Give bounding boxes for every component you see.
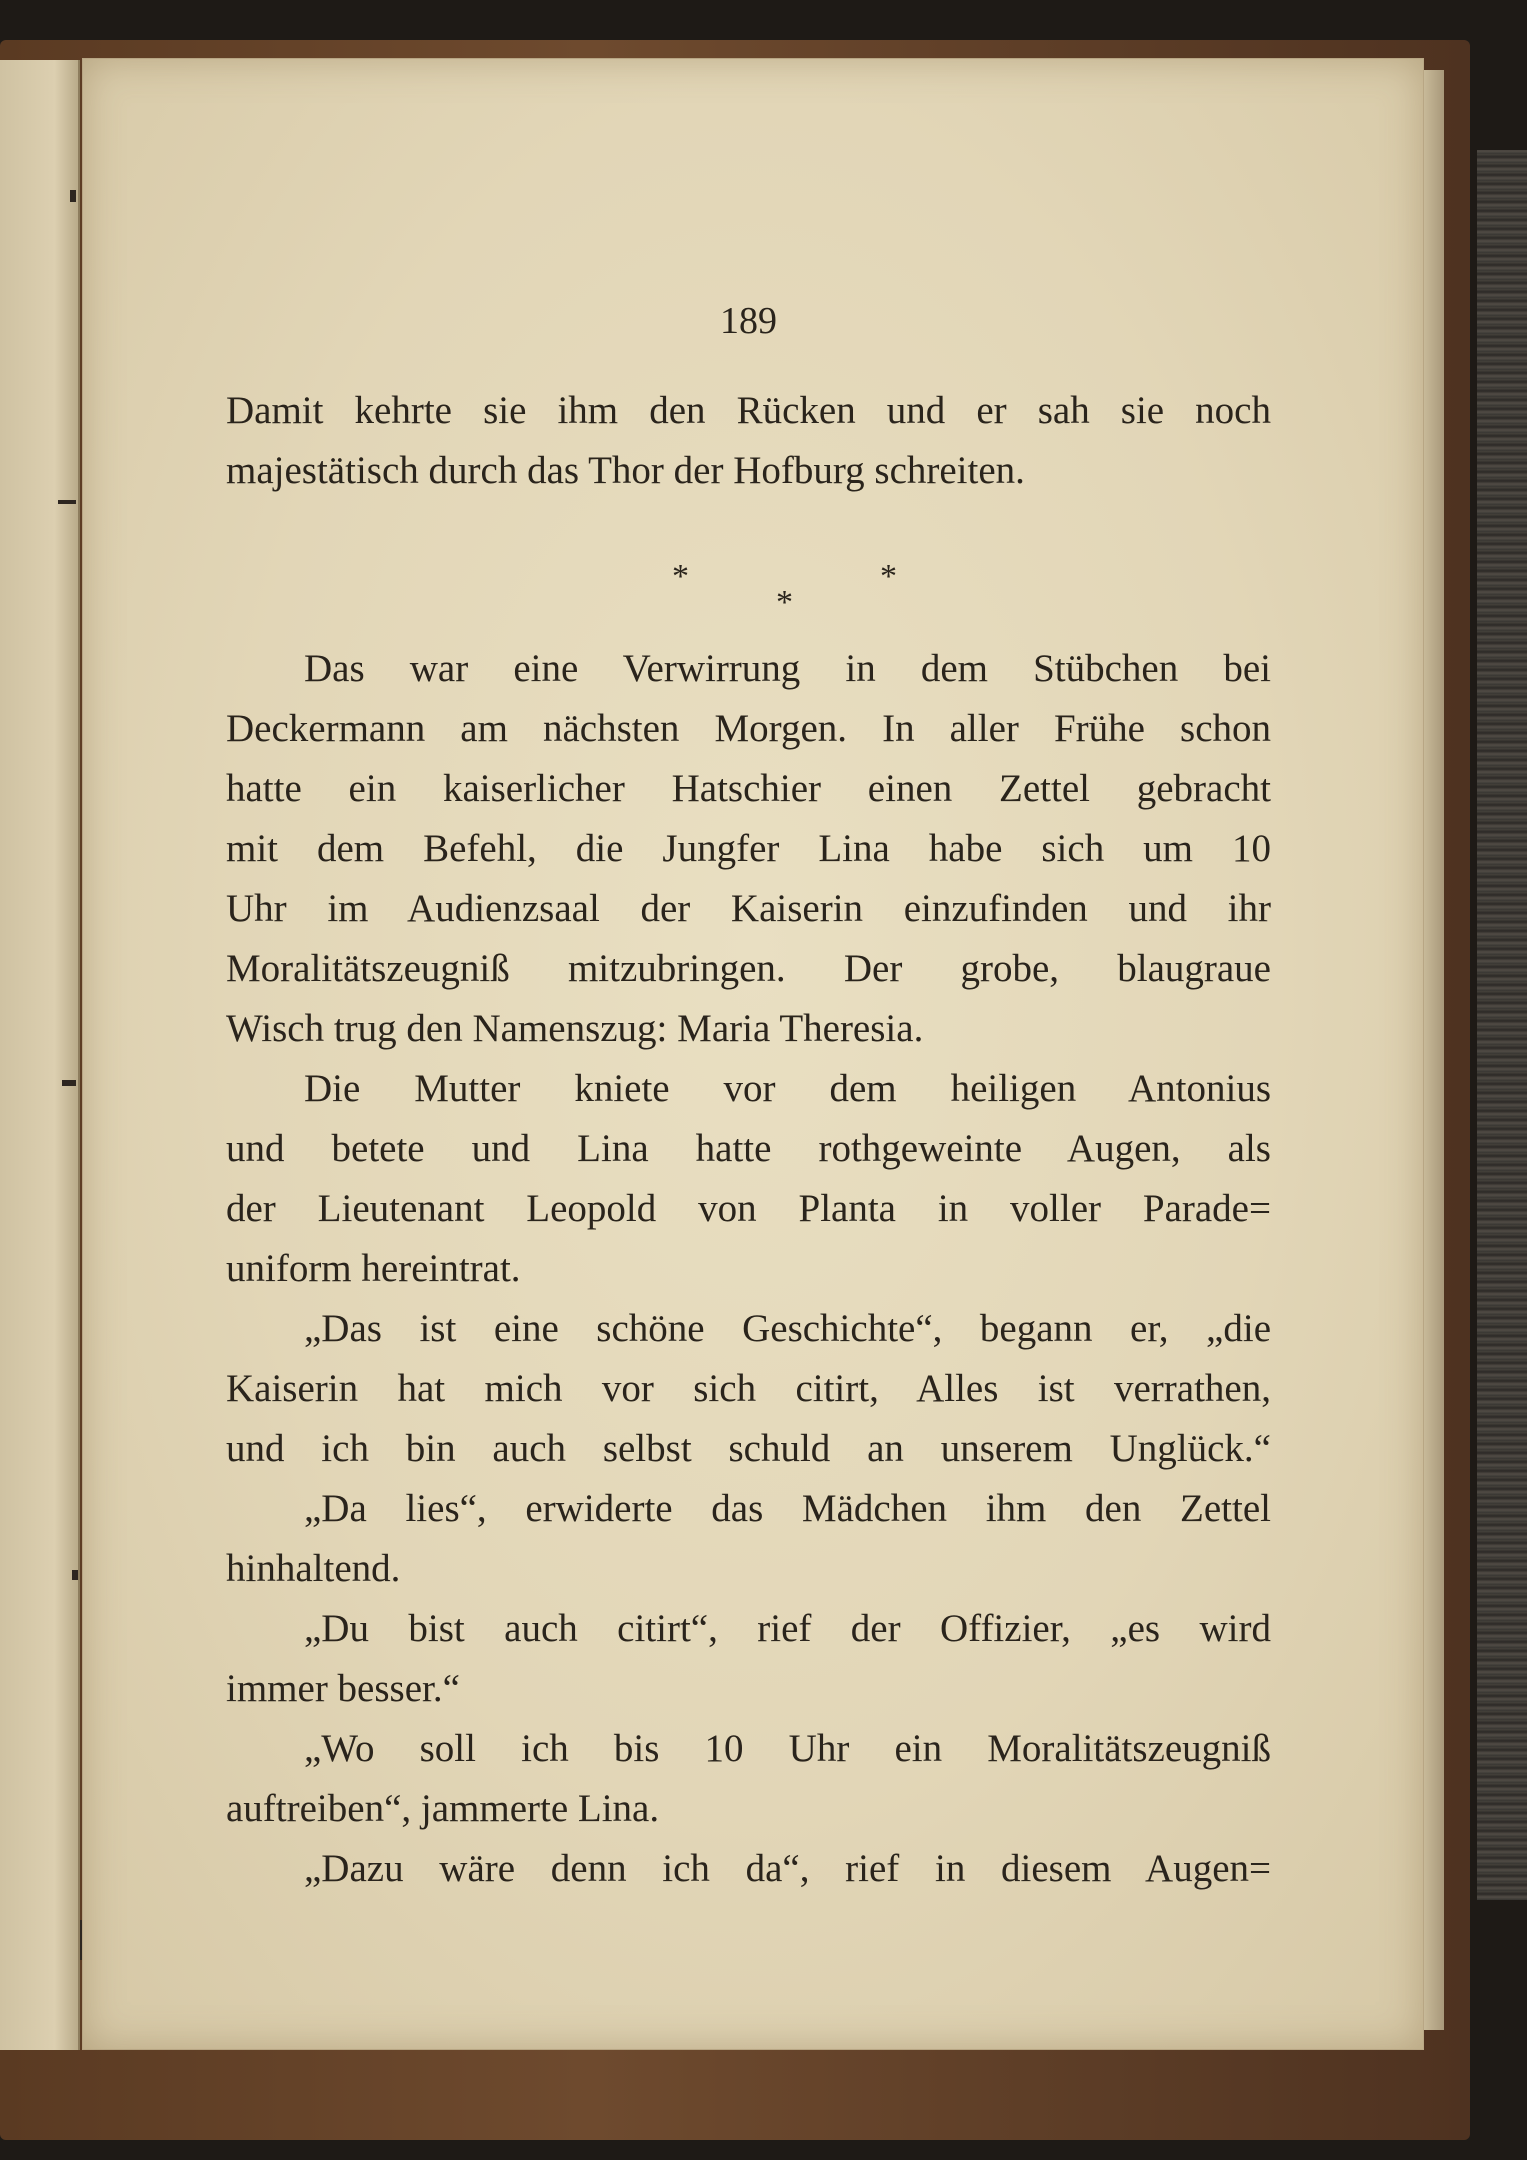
text-line: Die Mutter kniete vor dem heiligen Antonius: [304, 1067, 1271, 1110]
separator-star: *: [776, 584, 793, 621]
text-line: „Da lies“, erwiderte das Mädchen ihm den Zettel: [304, 1487, 1271, 1530]
binding-mark: [72, 1570, 78, 1580]
book-page: [82, 58, 1424, 2050]
previous-page-edge: [0, 60, 80, 2050]
section-separator: [226, 547, 1271, 621]
text-line: Moralitätszeugniß mitzubringen. Der grobe, blaugraue: [226, 947, 1271, 990]
binding-mark: [62, 1080, 76, 1086]
binding-mark: [58, 500, 76, 504]
text-line: der Lieutenant Leopold von Planta in voller Parade=: [226, 1187, 1271, 1230]
separator-star: *: [672, 558, 689, 595]
separator-star: *: [880, 558, 897, 595]
text-line: Uhr im Audienzsaal der Kaiserin einzufinden und ihr: [226, 887, 1271, 930]
text-line: und betete und Lina hatte rothgeweinte Augen, als: [226, 1127, 1271, 1170]
text-line: hinhaltend.: [226, 1547, 401, 1590]
text-line: hatte ein kaiserlicher Hatschier einen Zettel gebracht: [226, 767, 1271, 810]
text-line: „Das ist eine schöne Geschichte“, begann er, „die: [304, 1307, 1271, 1350]
text-line: und ich bin auch selbst schuld an unserem Unglück.“: [226, 1427, 1271, 1470]
text-line: immer besser.“: [226, 1667, 460, 1710]
text-line: majestätisch durch das Thor der Hofburg schreiten.: [226, 449, 1025, 492]
text-line: mit dem Befehl, die Jungfer Lina habe sich um 10: [226, 827, 1271, 870]
text-line: Damit kehrte sie ihm den Rücken und er sah sie noch: [226, 389, 1271, 432]
text-line: uniform hereintrat.: [226, 1247, 521, 1290]
text-line: Wisch trug den Namenszug: Maria Theresia.: [226, 1007, 924, 1050]
text-line: Das war eine Verwirrung in dem Stübchen bei: [304, 647, 1271, 690]
page-number: 189: [720, 300, 777, 342]
text-line: Deckermann am nächsten Morgen. In aller Frühe schon: [226, 707, 1271, 750]
binding-mark: [70, 190, 76, 202]
book-edge: [1477, 150, 1527, 1900]
text-line: „Du bist auch citirt“, rief der Offizier, „es wird: [304, 1607, 1271, 1650]
text-line: „Wo soll ich bis 10 Uhr ein Moralitätszeugniß: [304, 1727, 1271, 1770]
text-line: auftreiben“, jammerte Lina.: [226, 1787, 660, 1830]
text-line: „Dazu wäre denn ich da“, rief in diesem Augen=: [304, 1847, 1271, 1890]
text-line: Kaiserin hat mich vor sich citirt, Alles ist verrathen,: [226, 1367, 1271, 1410]
page-edge: [1422, 70, 1444, 2030]
